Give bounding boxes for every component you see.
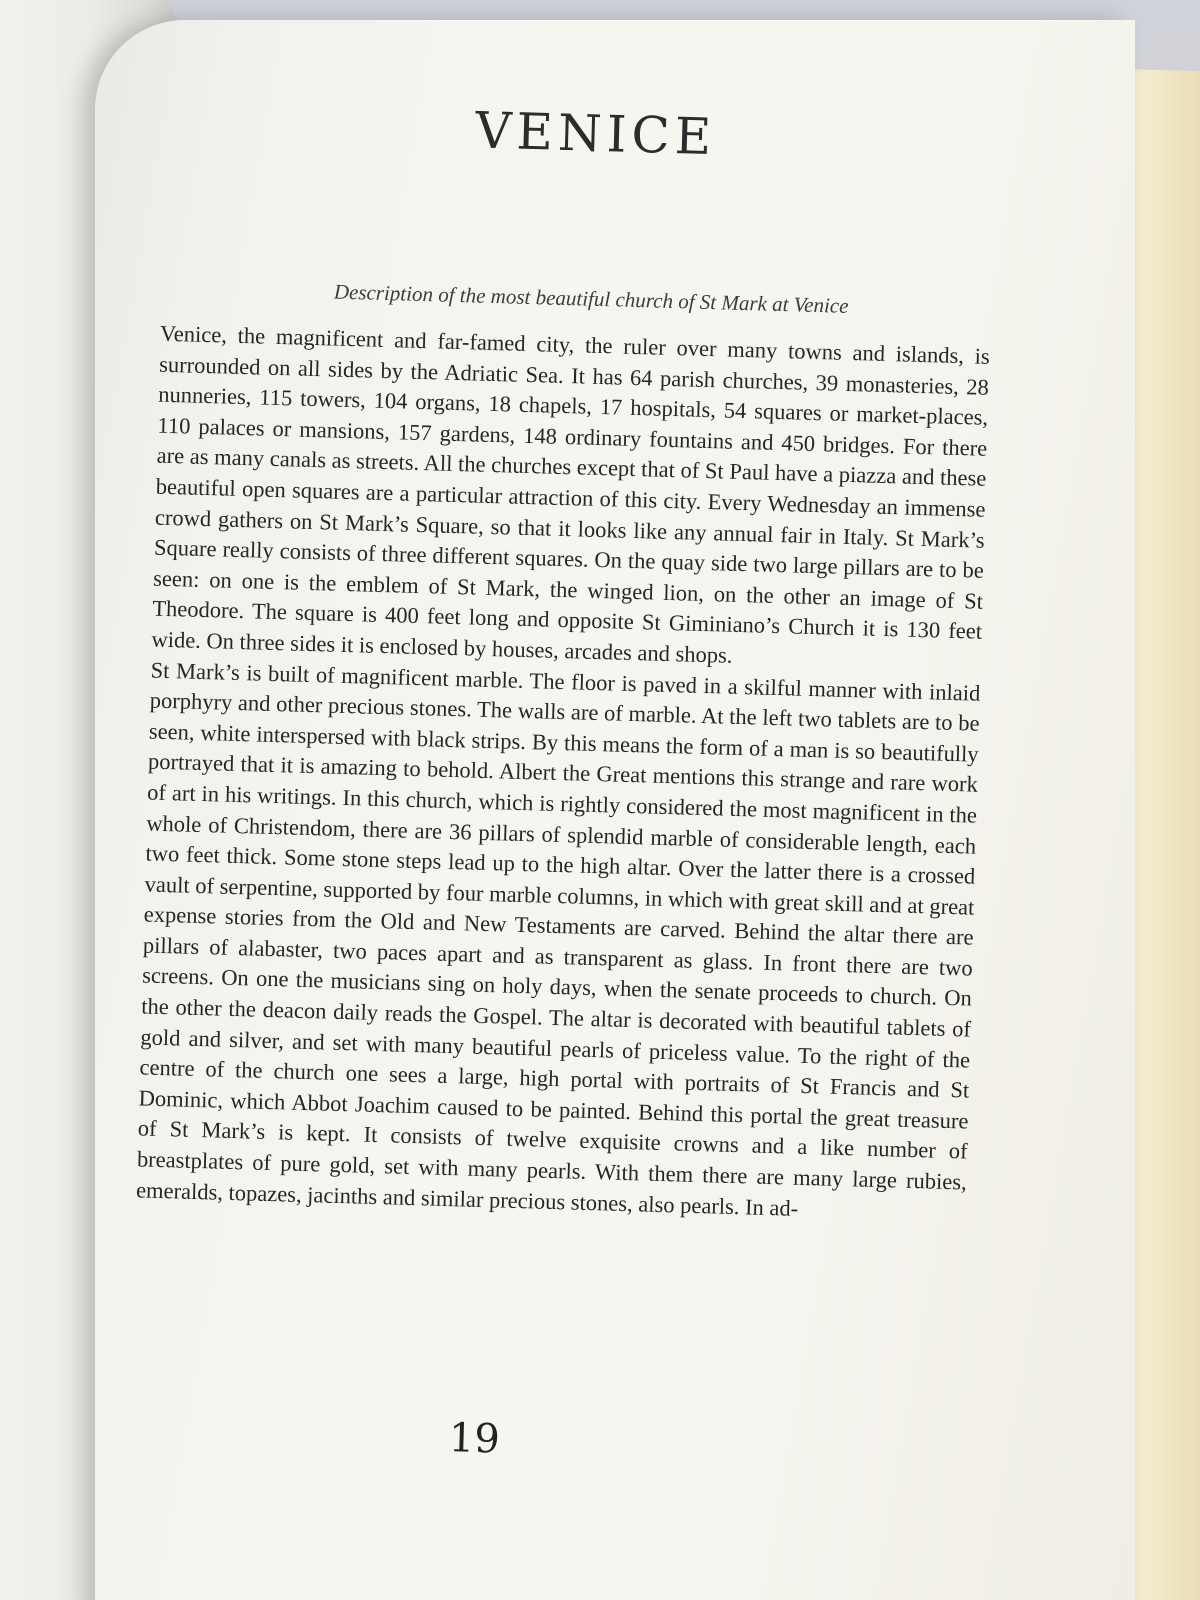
paragraph-2: St Mark’s is built of magnificent marble. The floor is paved in a skilful manner with inlaid porphyry and other precious stones. The walls are of marble. At the left two tablets are to be seen, white interspersed with black strips. By this means the form of a man is so beautifully portrayed that it is amazing to behold. Albert the Great mentions this strange and rare work of art in his writings. In this church, which is rightly considered the most magnificent in the whole of Christendom, there are 36 pillars of splendid marble of considerable length, each two feet thick. Some stone steps lead up to the high altar. Over the latter there is a crossed vault of serpentine, supported by four marble columns, in which with great skill and at great expense stories from the Old and New Testaments are carved. Behind the altar there are pillars of alabaster, two paces apart and as transparent as glass. In front there are two screens. On one the musicians sing on holy days, when the senate proceeds to church. On the other the deacon daily reads the Gospel. The altar is decorated with beautiful tablets of gold and silver, and set with many beautiful pearls of priceless value. To the right of the centre of the church one sees a large, high portal with portraits of St Francis and St Dominic, which Abbot Joachim caused to be painted. Behind this portal the great treasure of St Mark’s is kept. It consists of twelve exquisite crowns and a like number of breastplates of pure gold, set with many pearls. With them there are many large rubies, emeralds, topazes, jacinths and similar precious stones, also pearls. In ad- [135,657,981,1221]
body-text [136,319,990,1229]
page-number: 19 [448,1415,501,1463]
chapter-title: VENICE [474,101,718,167]
paragraph-1: Venice, the magnificent and far-famed city, the ruler over many towns and islands, is surrounded on all sides by the Adriatic Sea. It has 64 parish churches, 39 monasteries, 28 nunneries, 115 towers, 104 organs, 18 chapels, 17 hospitals, 54 squares or market-places, 110 palaces or mansions, 157 gardens, 148 ordinary fountains and 450 bridges. For there are as many canals as streets. All the churches except that of St Paul have a piazza and these beautiful open squares are a particular attraction of this city. Every Wednesday an immense crowd gathers on St Mark’s Square, so that it looks like any annual fair in Italy. St Mark’s Square really consists of three different squares. On the quay side two large pillars are to be seen: on one is the emblem of St Mark, the winged lion, on the other an image of St Theodore. The square is 400 feet long and opposite St Giminiano’s Church it is 130 feet wide. On three sides it is enclosed by houses, arcades and shops. [151,320,991,668]
section-subtitle: Description of the most beautiful church of St Mark at Venice [333,279,849,318]
